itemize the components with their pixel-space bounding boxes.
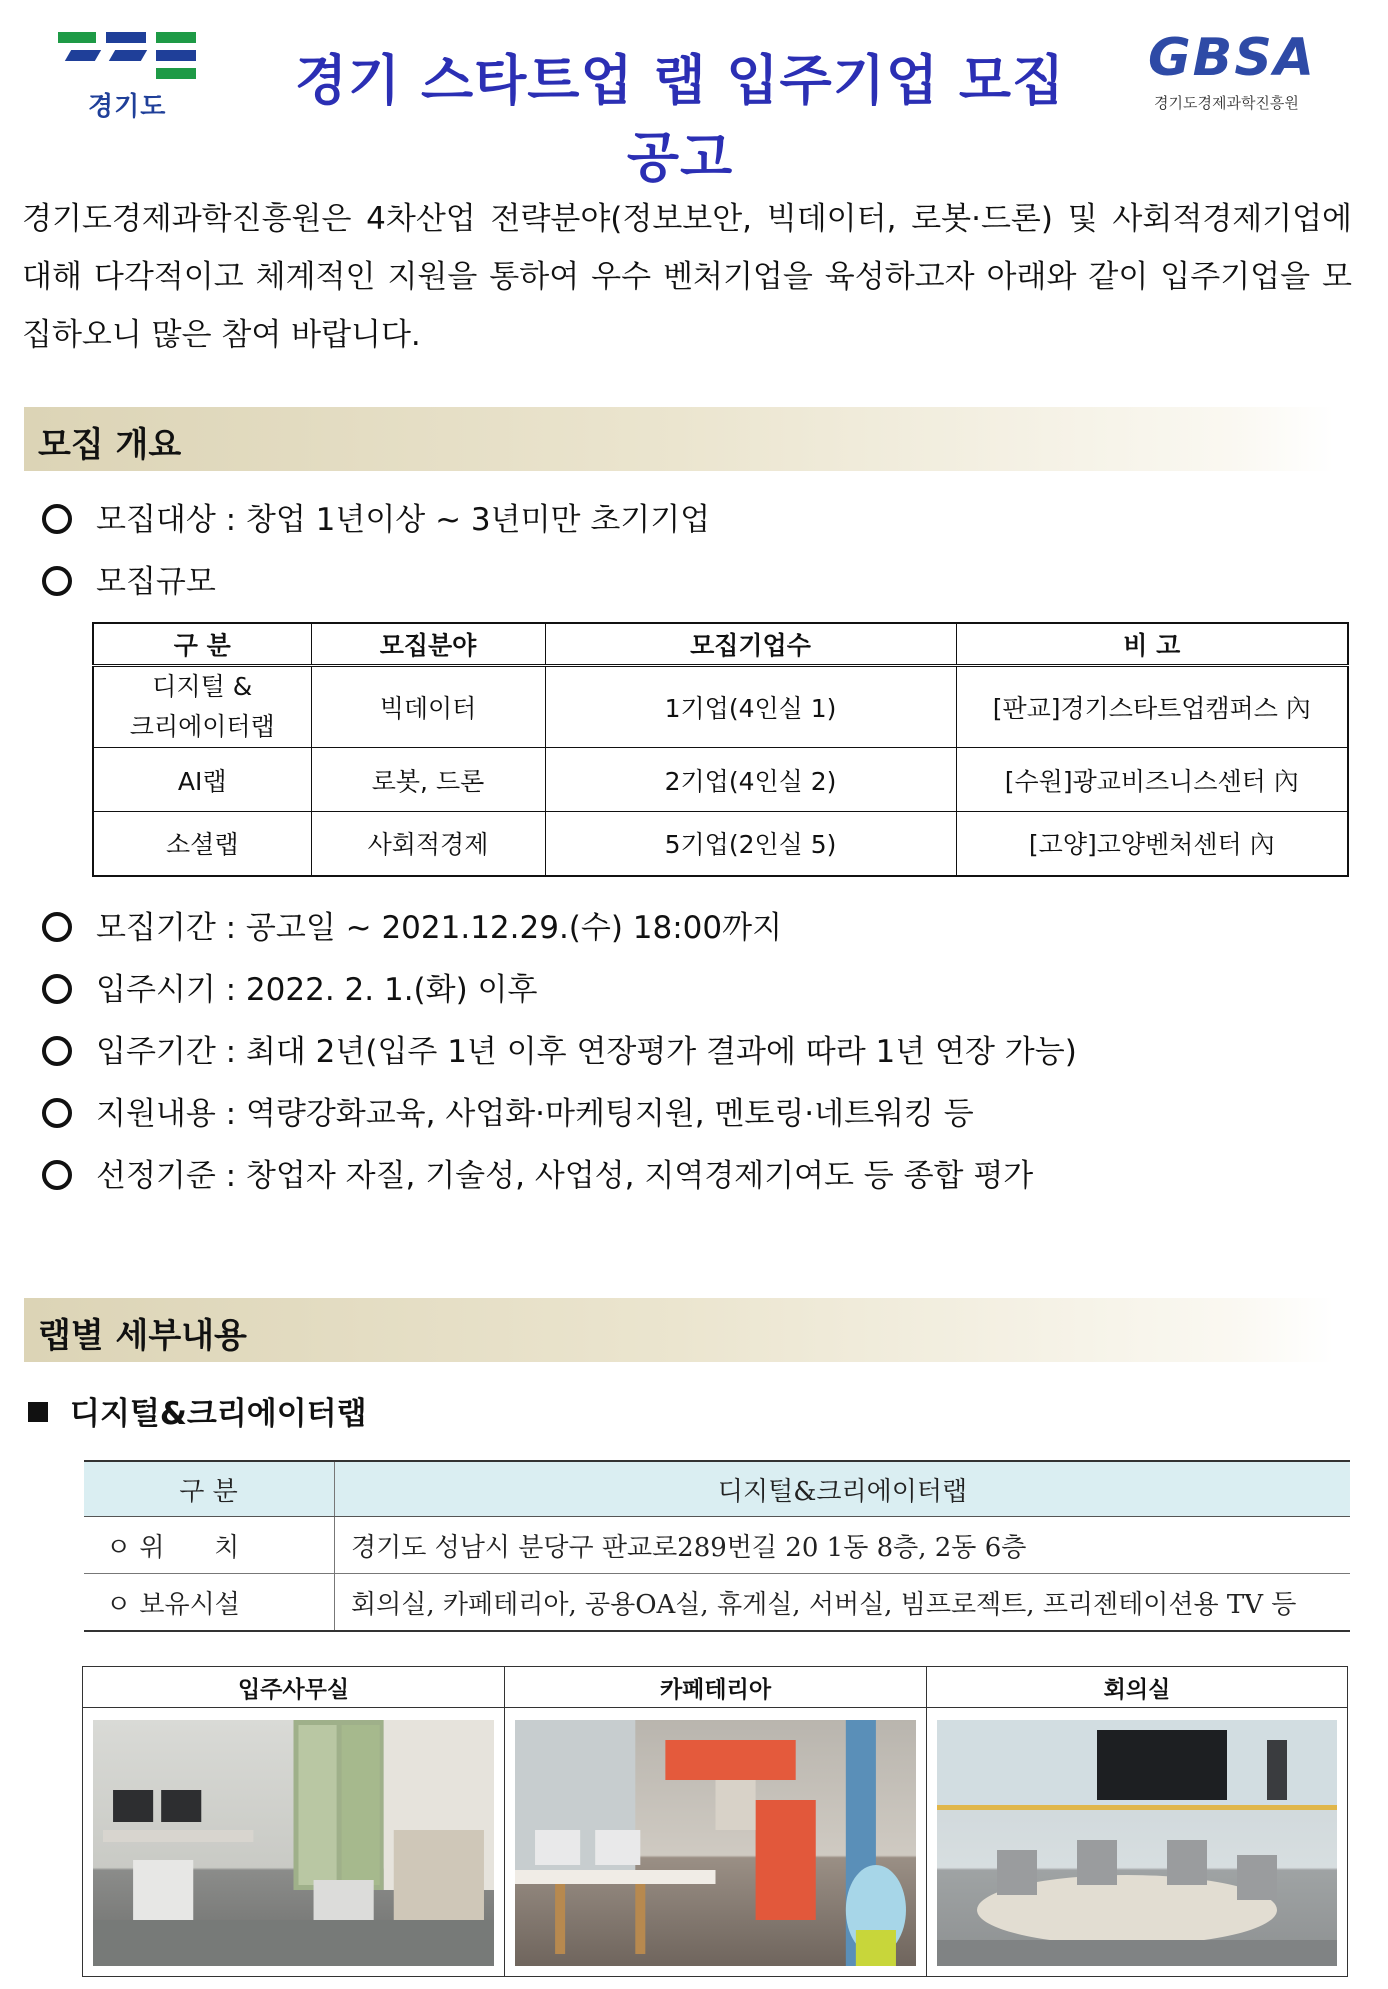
logo-stripe [65, 50, 101, 61]
cell-line: 디지털 & [152, 672, 253, 701]
bullet-item-duration [42, 1026, 1077, 1071]
table-cell-value: 회의실, 카페테리아, 공용OA실, 휴게실, 서버실, 빔프로젝트, 프리젠테이션용 TV 등 [351, 1589, 1297, 1620]
table-header-cell: 입주사무실 [83, 1667, 505, 1708]
bullet-text: 입주시기 : 2022. 2. 1.(화) 이후 [96, 972, 538, 1008]
gyeonggi-logo [58, 28, 198, 122]
section-title: 모집 개요 [38, 425, 182, 465]
photo-row [83, 1708, 1348, 1977]
table-header-cell: 모집분야 [311, 623, 545, 666]
recruitment-scale-table [92, 622, 1349, 877]
table-header-cell: 구 분 [93, 623, 311, 666]
table-header-row [84, 1461, 1350, 1517]
section-title: 랩별 세부내용 [38, 1316, 247, 1356]
table-header-cell: 카페테리아 [505, 1667, 927, 1708]
table-row [93, 812, 1348, 876]
bullet-text: 모집대상 : 창업 1년이상 ~ 3년미만 초기기업 [96, 502, 711, 538]
cell-line: 크리에이터랩 [129, 712, 275, 741]
table-header-cell: 디지털&크리에이터랩 [335, 1461, 1351, 1517]
section-header-lab-details [24, 1298, 1334, 1362]
bullet-item-period [42, 902, 782, 947]
square-bullet-icon [28, 1402, 48, 1422]
gbsa-logo-mark: GBSA [1148, 28, 1317, 88]
logo-stripe [156, 68, 196, 79]
bullet-item-support [42, 1088, 974, 1133]
intro-paragraph: 경기도경제과학진흥원은 4차산업 전략분야(정보보안, 빅데이터, 로봇·드론) 및 사회적경제기업에 대해 다각적이고 체계적인 지원을 통하여 우수 벤처기업을 육성하고자 아래와 같이 입주기업을 모집하오니 많은 참여 바랍니다. [22, 201, 1352, 353]
bullet-item-move-in [42, 964, 537, 1009]
lab-detail-table [84, 1460, 1350, 1632]
table-header-cell: 구 분 [84, 1461, 335, 1517]
circle-bullet-icon [42, 1160, 72, 1190]
bullet-text: 지원내용 : 역량강화교육, 사업화·마케팅지원, 멘토링·네트워킹 등 [96, 1096, 974, 1132]
table-cell [93, 666, 311, 748]
table-cell: 1기업(4인실 1) [545, 666, 956, 748]
section-header-recruitment-overview [24, 407, 1334, 471]
logo-stripe [109, 50, 147, 61]
table-cell: [고양]고양벤처센터 內 [956, 812, 1348, 876]
logo-stripe [156, 32, 196, 43]
bullet-text: 입주기간 : 최대 2년(입주 1년 이후 연장평가 결과에 따라 1년 연장 가능) [96, 1034, 1077, 1070]
photo-cell [83, 1708, 505, 1977]
table-cell-label: ㅇ 보유시설 [84, 1574, 335, 1632]
circle-bullet-icon [42, 912, 72, 942]
table-row [93, 666, 1348, 748]
logo-stripe [156, 50, 196, 61]
circle-bullet-icon [42, 566, 72, 596]
circle-bullet-icon [42, 1098, 72, 1128]
logo-stripe [58, 32, 96, 43]
facility-photo-table [82, 1666, 1348, 1977]
office-photo [93, 1720, 494, 1966]
photo-cell [505, 1708, 927, 1977]
circle-bullet-icon [42, 504, 72, 534]
table-header-cell: 회의실 [927, 1667, 1348, 1708]
bullet-item-target [42, 494, 710, 539]
page-title: 경기 스타트업 랩 입주기업 모집공고 [294, 49, 1066, 189]
meeting-room-photo [937, 1720, 1337, 1966]
table-cell: 빅데이터 [311, 666, 545, 748]
table-cell: 5기업(2인실 5) [545, 812, 956, 876]
table-cell-label: ㅇ 위 치 [84, 1517, 335, 1574]
gbsa-logo-subtitle: 경기도경제과학진흥원 [1154, 94, 1299, 112]
table-row [84, 1517, 1350, 1574]
circle-bullet-icon [42, 974, 72, 1004]
table-cell-value: 경기도 성남시 분당구 판교로289번길 20 1동 8층, 2동 6층 [335, 1517, 1351, 1574]
logo-stripe [106, 32, 146, 43]
table-cell: 로봇, 드론 [311, 748, 545, 812]
bullet-text: 선정기준 : 창업자 자질, 기술성, 사업성, 지역경제기여도 등 종합 평가 [96, 1158, 1034, 1194]
logo-text: 경기도 [88, 92, 167, 122]
table-header-row [83, 1667, 1348, 1708]
cafeteria-photo [515, 1720, 916, 1966]
photo-cell [927, 1708, 1348, 1977]
table-cell: [판교]경기스타트업캠퍼스 內 [956, 666, 1348, 748]
table-header-cell: 모집기업수 [545, 623, 956, 666]
table-row [84, 1574, 1350, 1632]
gbsa-logo [1140, 28, 1340, 118]
bullet-text: 모집기간 : 공고일 ~ 2021.12.29.(수) 18:00까지 [96, 910, 783, 946]
table-header-cell: 비 고 [956, 623, 1348, 666]
table-cell: 2기업(4인실 2) [545, 748, 956, 812]
table-cell: [수원]광교비즈니스센터 內 [956, 748, 1348, 812]
table-header-row [93, 623, 1348, 666]
table-cell: 소셜랩 [93, 812, 311, 876]
subsection-title: 디지털&크리에이터랩 [70, 1396, 367, 1432]
table-row [93, 748, 1348, 812]
subsection-heading [28, 1388, 367, 1433]
table-cell: AI랩 [93, 748, 311, 812]
bullet-item-criteria [42, 1150, 1033, 1195]
table-cell: 사회적경제 [311, 812, 545, 876]
bullet-item-scale [42, 556, 216, 601]
bullet-text: 모집규모 [96, 564, 216, 600]
circle-bullet-icon [42, 1036, 72, 1066]
